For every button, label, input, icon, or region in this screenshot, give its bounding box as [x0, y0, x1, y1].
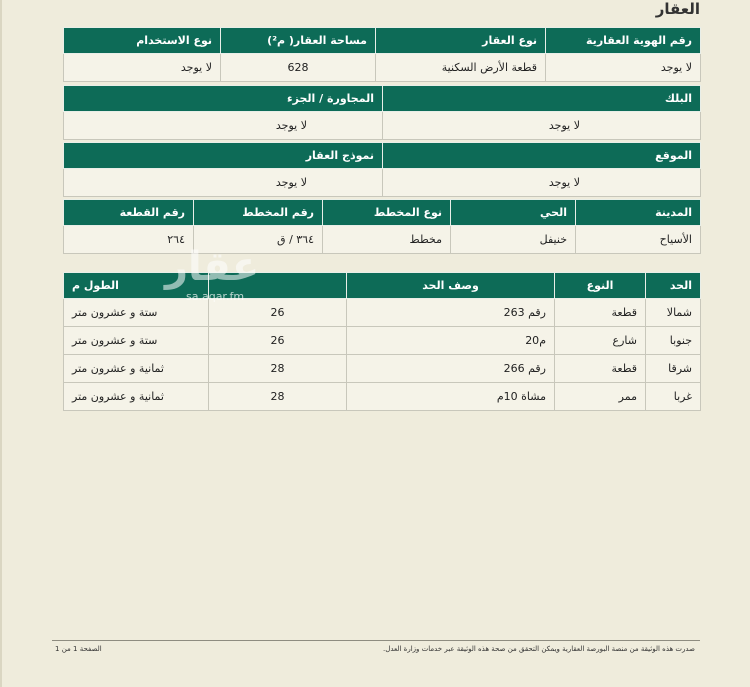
boundary-length-number: 26 — [209, 299, 347, 327]
footer-note: صدرت هذه الوثيقة من منصة البورصة العقارية ويمكن التحقق من صحة هذه الوثيقة عبر خدمات وزارة العدل. — [383, 645, 695, 653]
boundary-type: شارع — [555, 327, 646, 355]
header-usage-type: نوع الاستخدام — [64, 28, 221, 54]
header-plan-number: رقم المخطط — [194, 200, 323, 226]
header-city: المدينة — [576, 200, 701, 226]
footer-page-number: الصفحة 1 من 1 — [55, 645, 102, 653]
property-info-header-row — [64, 28, 701, 54]
boundary-description: رقم 266 — [347, 355, 555, 383]
value-district: خنيفل — [451, 226, 576, 254]
value-property-type: قطعة الأرض السكنية — [376, 54, 546, 82]
value-plan-type: مخطط — [323, 226, 451, 254]
boundary-type: قطعة — [555, 355, 646, 383]
property-info-table — [63, 27, 701, 82]
section-title: العقار — [655, 0, 700, 18]
header-boundary-type: النوع — [555, 273, 646, 299]
header-property-model: نموذج العقار — [64, 143, 383, 169]
boundary-description: مشاة 10م — [347, 383, 555, 411]
block-header-row — [64, 86, 701, 112]
boundary-length-text: ثمانية و عشرون متر — [64, 355, 209, 383]
boundary-description: رقم 263 — [347, 299, 555, 327]
header-plot-number: رقم القطعة — [64, 200, 194, 226]
header-block: البلك — [383, 86, 701, 112]
boundary-direction: غربا — [646, 383, 701, 411]
value-block: لا يوجد — [383, 112, 701, 140]
value-plot-number: ٢٦٤ — [64, 226, 194, 254]
plan-value-row — [64, 226, 701, 254]
table-row — [64, 383, 701, 411]
block-table — [63, 85, 701, 140]
boundaries-header-row — [64, 273, 701, 299]
plan-table — [63, 199, 701, 254]
value-city: الأسياح — [576, 226, 701, 254]
footer-divider — [52, 640, 700, 641]
boundaries-table — [63, 272, 701, 411]
value-property-area: 628 — [221, 54, 376, 82]
value-location: لا يوجد — [383, 169, 701, 197]
header-boundary: الحد — [646, 273, 701, 299]
value-property-model: لا يوجد — [64, 169, 383, 197]
boundary-length-text: ستة و عشرون متر — [64, 327, 209, 355]
header-boundary-length: الطول م — [64, 273, 209, 299]
header-neighborhood-part: المجاورة / الجزء — [64, 86, 383, 112]
boundary-direction: شرقا — [646, 355, 701, 383]
header-boundary-description: وصف الحد — [347, 273, 555, 299]
table-row — [64, 355, 701, 383]
location-value-row — [64, 169, 701, 197]
boundary-length-number: 28 — [209, 355, 347, 383]
plan-header-row — [64, 200, 701, 226]
header-property-area: مساحة العقار( م²) — [221, 28, 376, 54]
property-info-value-row — [64, 54, 701, 82]
location-header-row — [64, 143, 701, 169]
header-property-id: رقم الهوية العقارية — [546, 28, 701, 54]
boundary-type: ممر — [555, 383, 646, 411]
table-row — [64, 327, 701, 355]
value-plan-number: ٣٦٤ / ق — [194, 226, 323, 254]
header-location: الموقع — [383, 143, 701, 169]
aqar-watermark-logo: عقار — [165, 244, 260, 290]
aqar-watermark-site: sa.aqar.fm — [186, 290, 245, 303]
value-neighborhood-part: لا يوجد — [64, 112, 383, 140]
boundary-length-text: ستة و عشرون متر — [64, 299, 209, 327]
boundary-length-text: ثمانية و عشرون متر — [64, 383, 209, 411]
boundary-description: م20 — [347, 327, 555, 355]
header-property-type: نوع العقار — [376, 28, 546, 54]
boundary-length-number: 28 — [209, 383, 347, 411]
value-usage-type: لا يوجد — [64, 54, 221, 82]
value-property-id: لا يوجد — [546, 54, 701, 82]
boundary-type: قطعة — [555, 299, 646, 327]
header-plan-type: نوع المخطط — [323, 200, 451, 226]
header-district: الحي — [451, 200, 576, 226]
boundary-direction: شمالا — [646, 299, 701, 327]
table-row — [64, 299, 701, 327]
boundary-direction: جنوبا — [646, 327, 701, 355]
block-value-row — [64, 112, 701, 140]
boundary-length-number: 26 — [209, 327, 347, 355]
location-table — [63, 142, 701, 197]
